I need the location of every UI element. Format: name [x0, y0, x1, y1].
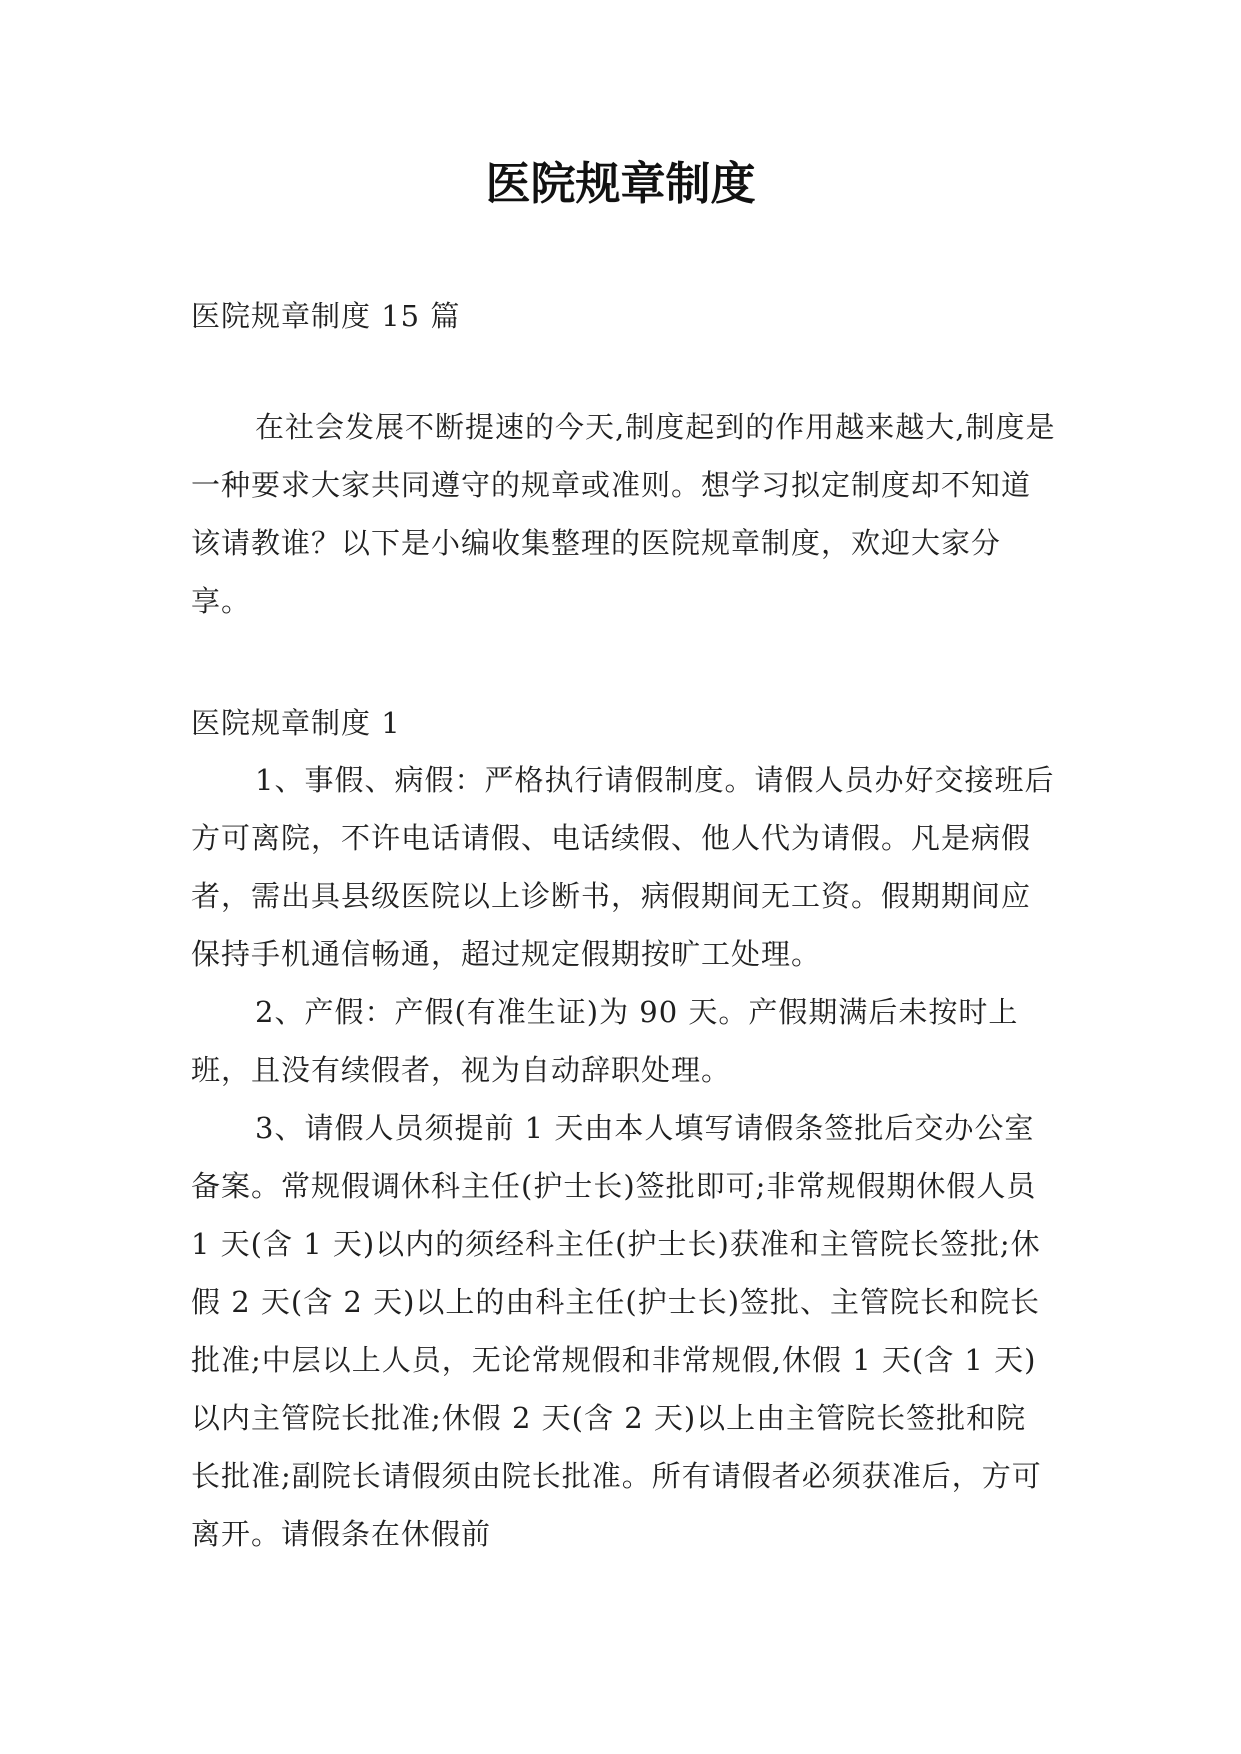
document-title: 医院规章制度 — [485, 157, 756, 210]
rule-paragraph-2: 2、产假：产假(有准生证)为 90 天。产假期满后未按时上班，且没有续假者，视为自动辞职处理。 — [191, 995, 1019, 1087]
section-body — [191, 751, 1056, 1563]
rule-paragraph-1: 1、事假、病假：严格执行请假制度。请假人员办好交接班后方可离院，不许电话请假、电话续假、他人代为请假。凡是病假者，需出具县级医院以上诊断书，病假期间无工资。假期期间应保持手机通信畅通，超过规定假期按旷工处理。 — [191, 763, 1055, 971]
intro-paragraph: 在社会发展不断提速的今天,制度起到的作用越来越大,制度是一种要求大家共同遵守的规章或准则。想学习拟定制度却不知道该请教谁？以下是小编收集整理的医院规章制度，欢迎大家分享。 — [191, 410, 1056, 618]
document-subtitle: 医院规章制度 15 篇 — [191, 299, 461, 333]
rule-paragraph-3: 3、请假人员须提前 1 天由本人填写请假条签批后交办公室备案。常规假调休科主任(护士长)签批即可;非常规假期休假人员 1 天(含 1 天)以内的须经科主任(护士长)获准和主管院长签批;休假 2 天(含 2 天)以上的由科主任(护士长)签批、主管院长和院长批准;中层以上人员，无论常规假和非常规假,休假 1 天(含 1 天)以内主管院长批准;休假 2 天(含 2 天)以上由主管院长签批和院长批准;副院长请假须由院长批准。所有请假者必须获准后，方可离开。请假条在休假前 — [191, 1111, 1042, 1551]
section-title: 医院规章制度 1 — [191, 706, 401, 740]
